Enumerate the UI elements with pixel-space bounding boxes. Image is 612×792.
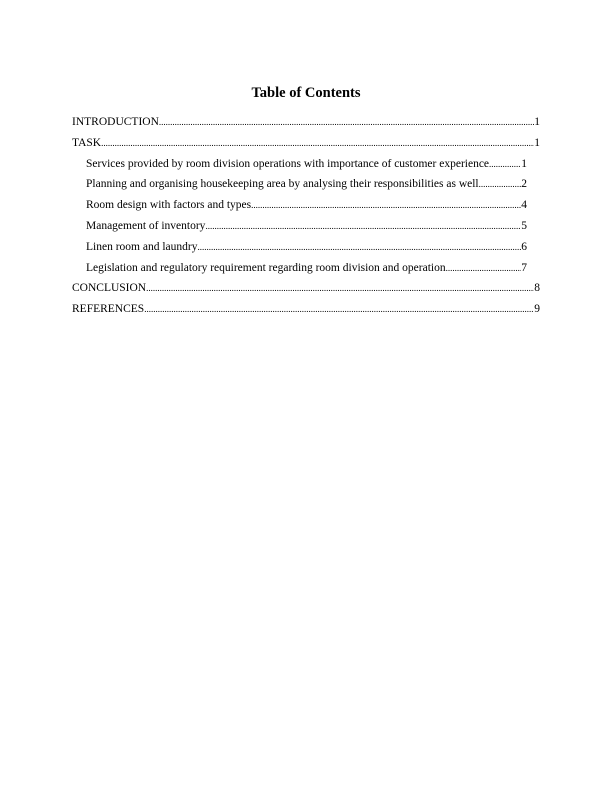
toc-entry-housekeeping[interactable] xyxy=(72,174,540,195)
toc-entry-page: 1 xyxy=(521,157,527,170)
toc-dot-leader xyxy=(159,112,534,133)
toc-entry-page: 7 xyxy=(521,261,527,274)
toc-entry-services[interactable] xyxy=(72,154,540,175)
toc-entry-label: Room design with factors and types xyxy=(86,199,252,212)
toc-entry-page: 8 xyxy=(534,282,540,295)
toc-dot-leader xyxy=(205,216,521,237)
toc-entry-conclusion[interactable] xyxy=(72,278,540,299)
toc-entry-page: 1 xyxy=(534,136,540,149)
toc-entry-task[interactable] xyxy=(72,133,540,154)
toc-entry-introduction[interactable] xyxy=(72,112,540,133)
toc-entry-label: Planning and organising housekeeping area by analysing their responsibilities as well xyxy=(86,178,479,191)
toc-dot-leader xyxy=(446,258,522,279)
toc-entry-label: Legislation and regulatory requirement regarding room division and operation xyxy=(86,261,446,274)
toc-entry-page: 1 xyxy=(534,116,540,128)
toc-entry-page: 5 xyxy=(521,219,527,232)
toc-dot-leader xyxy=(144,299,534,320)
toc-title: Table of Contents xyxy=(251,85,361,101)
toc-dot-leader xyxy=(197,237,521,258)
toc-entry-inventory[interactable] xyxy=(72,216,540,237)
toc-entry-label: Linen room and laundry xyxy=(86,240,198,253)
toc-entry-page: 9 xyxy=(534,303,540,316)
toc-entry-references[interactable] xyxy=(72,299,540,320)
toc-entry-label: Management of inventory xyxy=(86,219,206,232)
toc-dot-leader xyxy=(101,133,534,154)
toc-dot-leader xyxy=(146,278,534,299)
toc-dot-leader xyxy=(489,154,521,175)
toc-entry-page: 2 xyxy=(521,178,527,191)
toc-entry-label: CONCLUSION xyxy=(72,282,147,295)
toc-entry-legislation[interactable] xyxy=(72,258,540,279)
toc-entry-label: INTRODUCTION xyxy=(72,116,159,128)
toc-dot-leader xyxy=(251,195,521,216)
toc-entry-label: TASK xyxy=(72,136,102,149)
toc-entry-label: REFERENCES xyxy=(72,303,145,316)
toc-list xyxy=(72,112,540,320)
toc-entry-page: 4 xyxy=(521,199,527,212)
toc-entry-room-design[interactable] xyxy=(72,195,540,216)
toc-entry-linen-laundry[interactable] xyxy=(72,237,540,258)
toc-entry-page: 6 xyxy=(521,240,527,253)
toc-dot-leader xyxy=(479,174,522,195)
toc-entry-label: Services provided by room division operations with importance of customer experience xyxy=(86,157,490,170)
